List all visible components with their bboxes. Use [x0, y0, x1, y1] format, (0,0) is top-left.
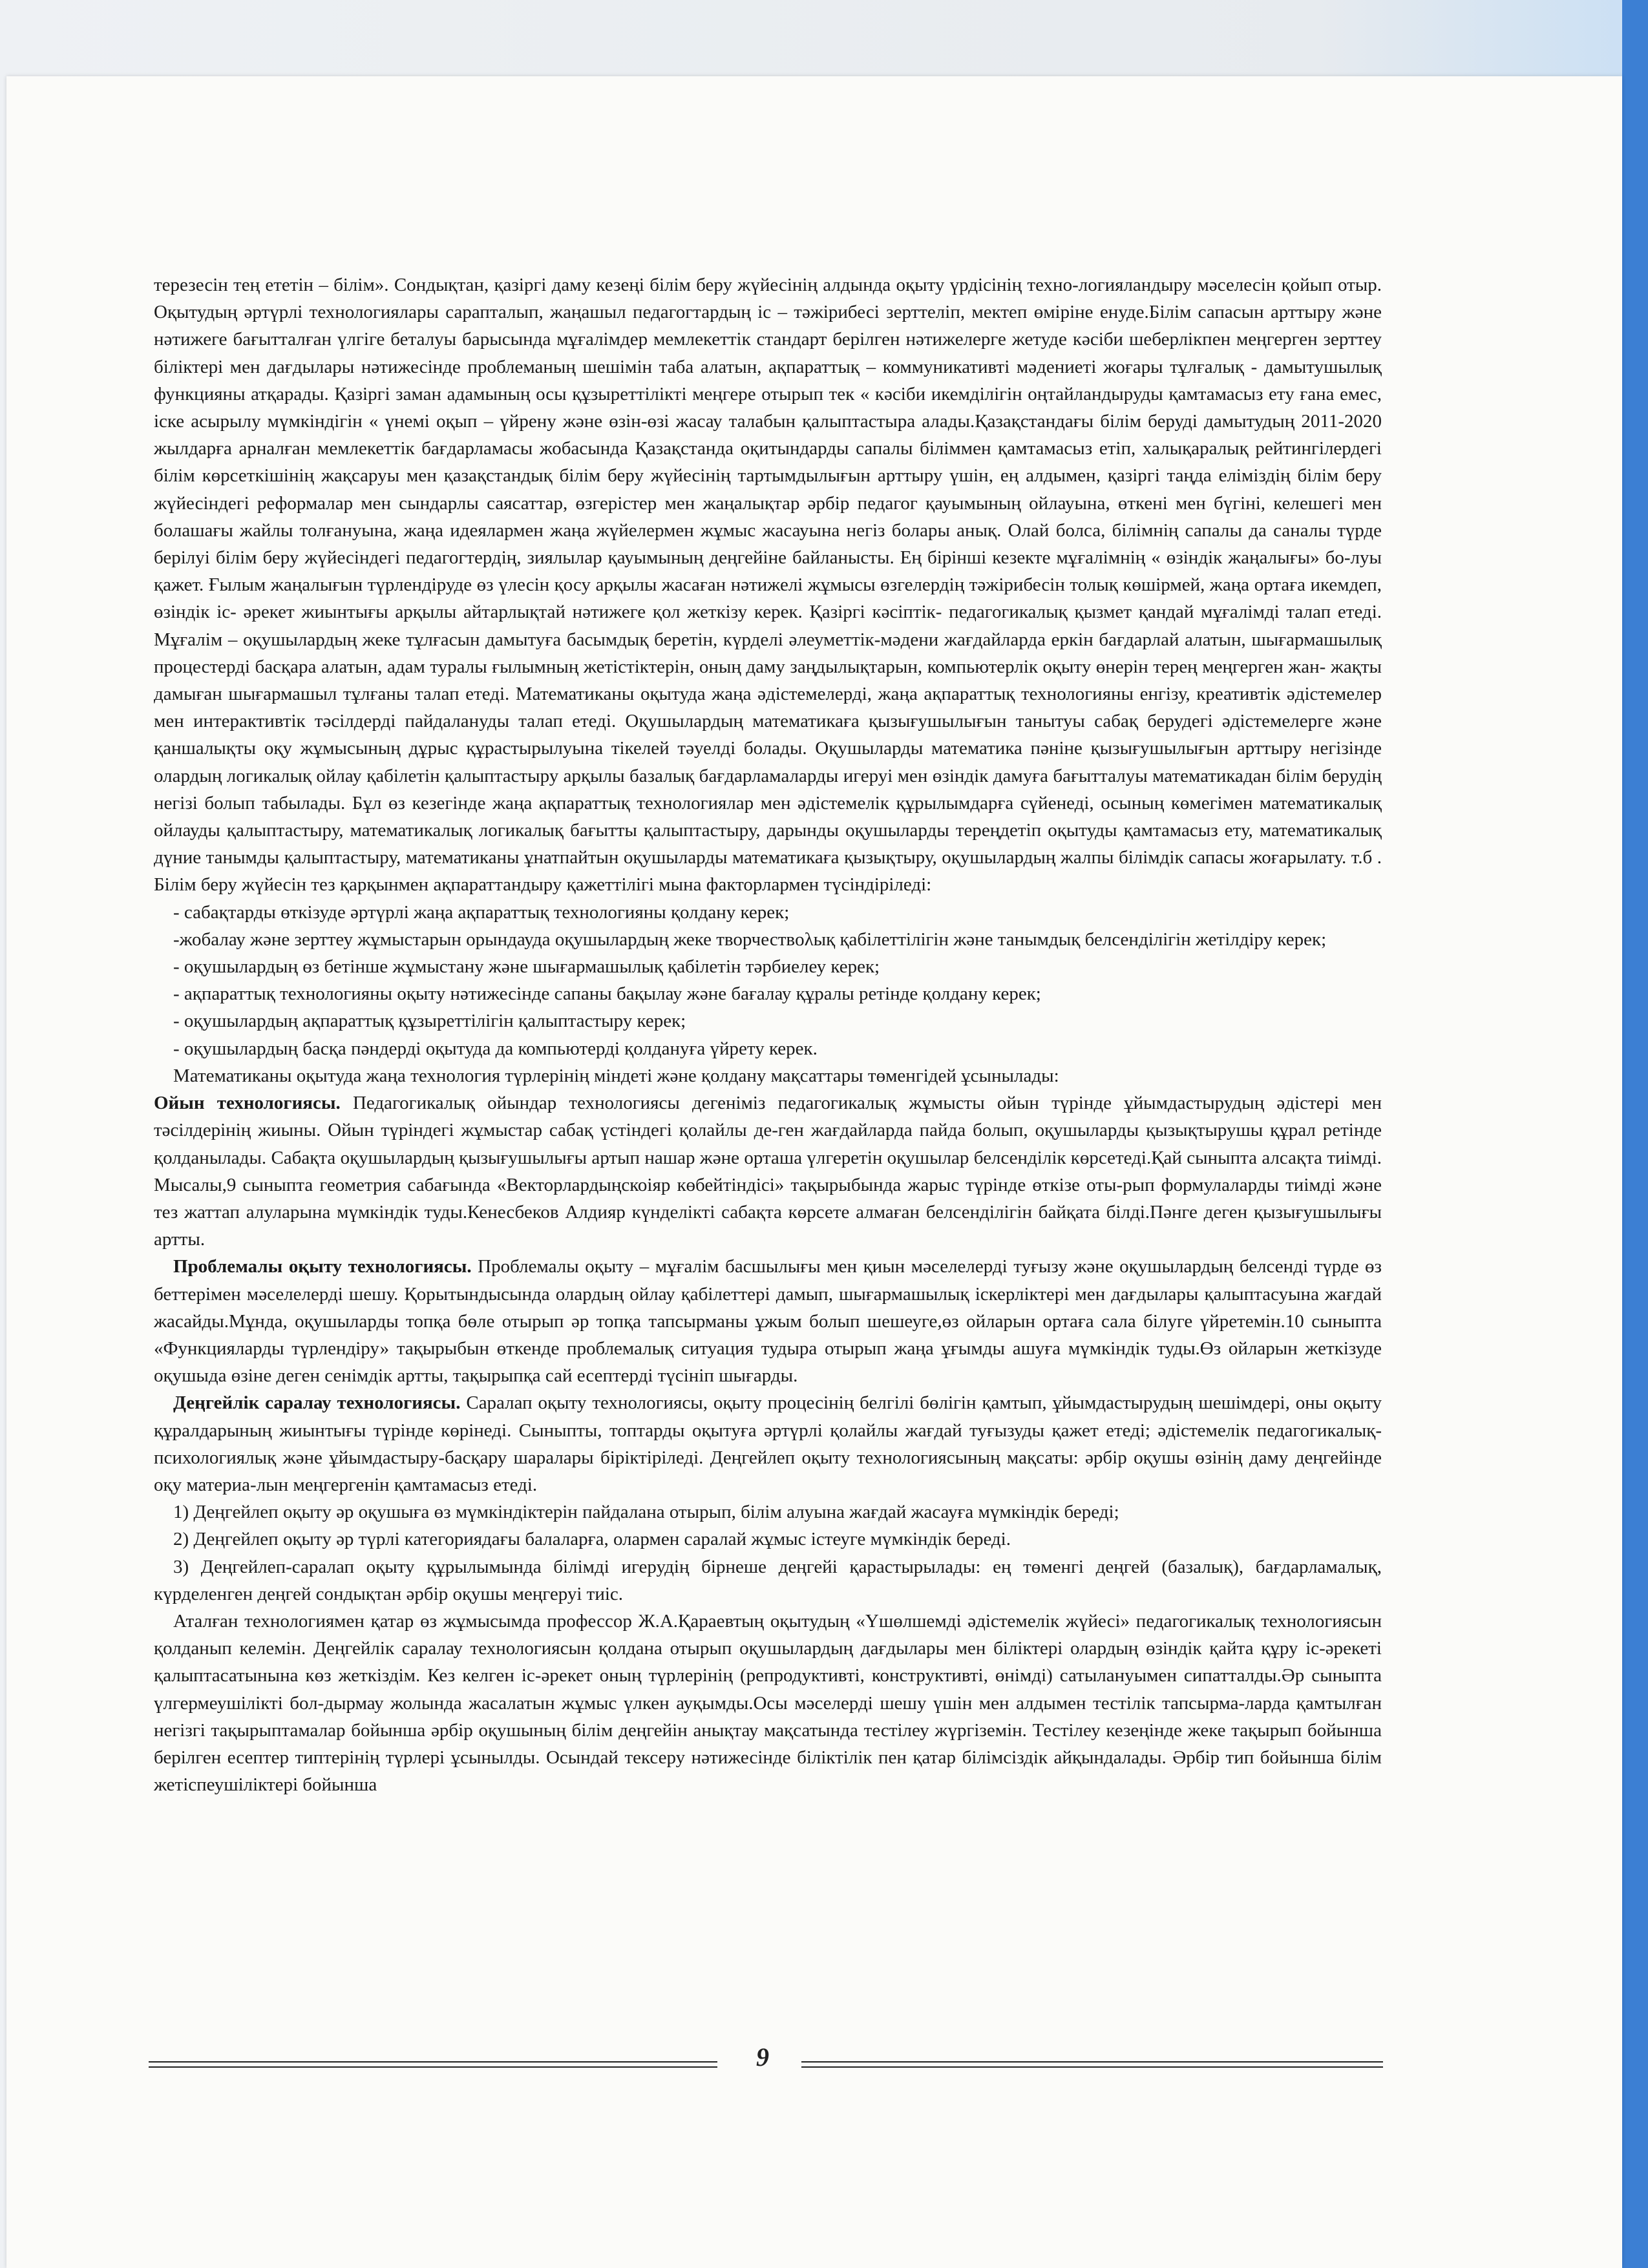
paragraph-main: терезесін тең ететін – білім». Сондықтан, қазіргі даму кезеңі білім беру жүйесінің алдында оқыту үрдісінің техно-логияландыру мәселесін қойып отыр. Оқытудың әртүрлі технологиялары сарапталып, жаңашыл педагогтардың іс – тәжірибесі зерттеліп, мектеп өміріне енуде.Білім сапасын арттыру және нәтижеге бағытталған үлгіге беталуы барысында мұғалімдер мемлекеттік стандарт берілген нәтижелерге жетуде кәсіби шеберлікпен меңгерген зерттеу біліктері мен дағдылары нәтижесінде проблеманың шешімін таба алатын, ақпараттық – коммуникативті мәдениеті жоғары тұлғалық - дамытушылық функцияны атқарады. Қазіргі заман адамының осы құзыреттілікті меңгере отырып тек « кәсіби икемділігін оңтайландыруды қамтамасыз ету ғана емес, іске асырылу мүмкіндігін « үнемі оқып – үйрену және өзін-өзі жасау талабын қалыптастыра алады.Қазақстандағы білім беруді дамытудың 2011-2020 жылдарға арналған мемлекеттік бағдарламасы жобасында Қазақстанда оқитындарды сапалы біліммен қамтамасыз етіп, халықаралық рейтингілердегі білім көрсеткішінің жақсаруы мен қазақстандық білім беру жүйесінің тартымдылығын арттыру үшін, ең алдымен, қазіргі таңда еліміздің білім беру жүйесіндегі реформалар мен сындарлы саясаттар, өзгерістер мен жаңалықтар әрбір педагог қауымының ойлауына, өткені мен бүгіні, келешегі мен болашағы жайлы толғануына, жаңа идеялармен жаңа жүйелермен жұмыс жасауына негіз болары анық. Олай болса, білімнің сапалы да саналы түрде берілуі білім беру жүйесіндегі педагогтердің, зиялылар қауымының деңгейіне байланысты. Ең бірінші кезекте мұғалімнің « өзіндік жаңалығы» бо-луы қажет. Ғылым жаңалығын түрлендіруде өз үлесін қосу арқылы жасаған нәтижелі жұмысы өзгелердің тәжірибесін толық көшірмей, жаңа ортаға икемдеп, өзіндік іс- әрекет жиынтығы арқылы айтарлықтай нәтижеге қол жеткізу керек. Қазіргі кәсіптік- педагогикалық қызмет қандай мұғалімді талап етеді. Мұғалім – оқушылардың жеке тұлғасын дамытуға басымдық беретін, күрделі әлеуметтік-мәдени жағдайларда еркін бағдарлай алатын, шығармашылық процестерді басқара алатын, адам туралы ғылымның жетістіктерін, оның даму заңдылықтарын, компьютерлік оқыту өнерін терең меңгерген жан- жақты дамыған шығармашыл тұлғаны талап етеді. Математиканы оқытуда жаңа әдістемелерді, жаңа ақпараттық технологияны енгізу, креативтік әдістемелер мен интерактивтік тәсілдерді пайдалануды талап етеді. Оқушылардың математикаға қызығушылығын танытуы сабақ берудегі әдістемелерге және қаншалықты оқу жұмысының дұрыс құрастырылуына тікелей тәуелді болады. Оқушыларды математика пәніне қызығушылығын арттыру негізінде олардың логикалық ойлау қабілетін қалыптастыру арқылы базалық бағдарламаларды игеруі мен өзіндік дамуға бағытталуы математикадан білім берудің негізі болып табылады. Бұл өз кезегінде жаңа ақпараттық технологиялар мен әдістемелік құрылымдарға сүйенеді, осының көмегімен математикалық ойлауды қалыптастыру, математикалық логикалық бағытты қалыптастыру, дарынды оқушыларды тереңдетіп оқытуды қамтамасыз ету, математикалық дүние танымды қалыптастыру, математиканы ұнатпайтын оқушыларды математикаға қызықтыру, оқушылардың жалпы білімдік сапасы жоғарылату. т.б . Білім беру жүйесін тез қарқынмен ақпараттандыру қажеттілігі мына факторлармен түсіндіріледі:: [154, 275, 1382, 896]
section-problem: [154, 1253, 1382, 1389]
section-game: [154, 1089, 1382, 1253]
section-level: [154, 1389, 1382, 1498]
list-item: - сабақтарды өткізуде әртүрлі жаңа ақпараттық технологияны қолдану керек;: [173, 901, 790, 923]
list-item: - оқушылардың ақпараттық құзыреттілігін қалыптастыру керек;: [173, 1011, 686, 1032]
list-item: -жобалау және зерттеу жұмыстарын орындауда оқушылардың жеке творчествολық қабілеттілігін және танымдық белсенділігін жетілдіру керек;: [173, 929, 1327, 950]
closing-paragraph: Аталған технологиямен қатар өз жұмысымда профессор Ж.А.Қараевтың оқытудың «Үшөлшемді әдістемелік жүйесі» педагогикалық технологиясын қолданып келемін. Деңгейлік саралау технологиясын қолдана отырып оқушылардың дағдылары мен біліктері олардың өзіндік қайта құру іс-әрекеті қалыптасатынына көз жеткіздім. Кез келген іс-әрекет оның түрлерінің (репродуктивті, конструктивті, өнімді) сатылануымен сипатталды.Әр сыныпта үлгермеушілікті бол-дырмау жолында жасалатын жұмыс үлкен ауқымды.Осы мәселерді шешу үшін мен алдымен тестілік тапсырма-ларда қамтылған негізгі тақырыптамалар бойынша әрбір оқушының білім деңгейін анықтау мақсатында тестілеу жүргіземін. Тестілеу кезеңінде жеке тақырып бойынша берілген есептер типтерінің түрлері ұсынылды. Осындай тексеру нәтижесінде біліктілік пен қатар білімсіздік айқындалады. Әрбір тип бойынша білім жетіспеушіліктері бойынша: [154, 1610, 1382, 1796]
section-body: Проблемалы оқыту – мұғалім басшылығы мен қиын мәселелерді туғызу және оқушылардың белсенді түрде өз беттерімен мәселелерді шешу. Қорытындысында олардың ойлау қабілеттері дамып, шығармашылық іскерліктері мен дағдылары қалыптасуына жағдай жасайды.Мұнда, оқушыларды топқа бөле отырып әр топқа тапсырманы ұжым болып шешеуге,өз ойларын ортаға сала білуге үйретемін.10 сыныпта «Функцияларды түрлендіру» тақырыбын өткенде проблемалық ситуация тудыра отырып жаңа ұғымды ашуға мүмкіндік туды.Өз ойларын жеткізуде оқушыда өзіне деген сенімдік артты, тақырыпқа сай есептерді түсініп шығарды.: [154, 1256, 1382, 1387]
list-item: - ақпараттық технологияны оқыту нәтижесінде сапаны бақылау және бағалау құралы ретінде қолдану керек;: [173, 983, 1041, 1005]
section-heading: Деңгейлік саралау технологиясы.: [173, 1392, 461, 1414]
list-item: - оқушылардың өз бетінше жұмыстану және шығармашылық қабілетін тәрбиелеу керек;: [173, 956, 880, 978]
article-body: [154, 271, 1382, 1798]
footer-rule-right: [801, 2061, 1383, 2068]
intro-line: Математиканы оқытуда жаңа технология түрлерінің міндеті және қолдану мақсаттары төменгідей ұсынылады:: [173, 1065, 1059, 1086]
numbered-item: 1) Деңгейлеп оқыту әр оқушыға өз мүмкіндіктерін пайдалана отырып, білім алуына жағдай жасауға мүмкіндік береді;: [173, 1502, 1119, 1523]
scanner-edge: [1622, 0, 1648, 2268]
list-item: - оқушылардың басқа пәндерді оқытуда да компьютерді қолдануға үйрету керек.: [173, 1038, 818, 1059]
numbered-item: 3) Деңгейлеп-саралап оқыту құрылымында білімді игерудің бірнеше деңгейі қарастырылады: ең төменгі деңгей (базалық), бағдарламалық, күрделенген деңгей сондықтан әрбір оқушы меңгеруі тиіс.: [154, 1556, 1382, 1604]
section-body: Саралап оқыту технологиясы, оқыту процесінің белгілі бөлігін қамтып, ұйымдастырудың шешімдері, оны оқыту құралдарының жиынтығы түрінде көрінеді. Сыныпты, топтарды оқытуға әртүрлі қолайлы жағдай туғызуды қажет етеді; әдістемелік педагогикалық-психологиялық және ұйымдастыру-басқару шаралары біріктіріледі. Деңгейлеп оқыту технологиясының мақсаты: әрбір оқушы өзінің даму деңгейінде оқу материа-лын меңгергенін қамтамасыз етеді.: [154, 1392, 1382, 1495]
page-number: 9: [756, 2042, 769, 2072]
section-body: Педагогикалық ойындар технологиясы дегеніміз педагогикалық жұмысты ойын түрінде ұйымдастырудың әдістері мен тәсілдерінің жиыны. Ойын түріндегі жұмыстар сабақ үстіндегі қолайлы де-ген жағдайларда пайда болып, оқушыларды қызықтырушы құрал ретінде қолданылады. Сабақта оқушылардың қызығушылығы артып нашар және орташа үлгеретін оқушылар белсенділік көрсетеді.Қай сыныпта алсақта тиімді. Мысалы,9 сыныпта геометрия сабағында «Векторлардыңскоіяр көбейтіндісі» тақырыбында жарыс түрінде өткізе оты-рып формулаларды тиімді және тез жаттап алуларына мүмкіндік туды.Кенесбеков Алдияр күнделікті сабақта көрсете алмаған белсенділігін байқата білді.Пәнге деген қызығушылығы артты.: [154, 1093, 1382, 1250]
section-heading: Проблемалы оқыту технологиясы.: [173, 1256, 472, 1277]
numbered-item: 2) Деңгейлеп оқыту әр түрлі категориядағы балаларға, олармен саралай жұмыс істеуге мүмкіндік береді.: [173, 1529, 1011, 1550]
section-heading: Ойын технологиясы.: [154, 1093, 341, 1114]
footer-rule-left: [149, 2061, 717, 2068]
